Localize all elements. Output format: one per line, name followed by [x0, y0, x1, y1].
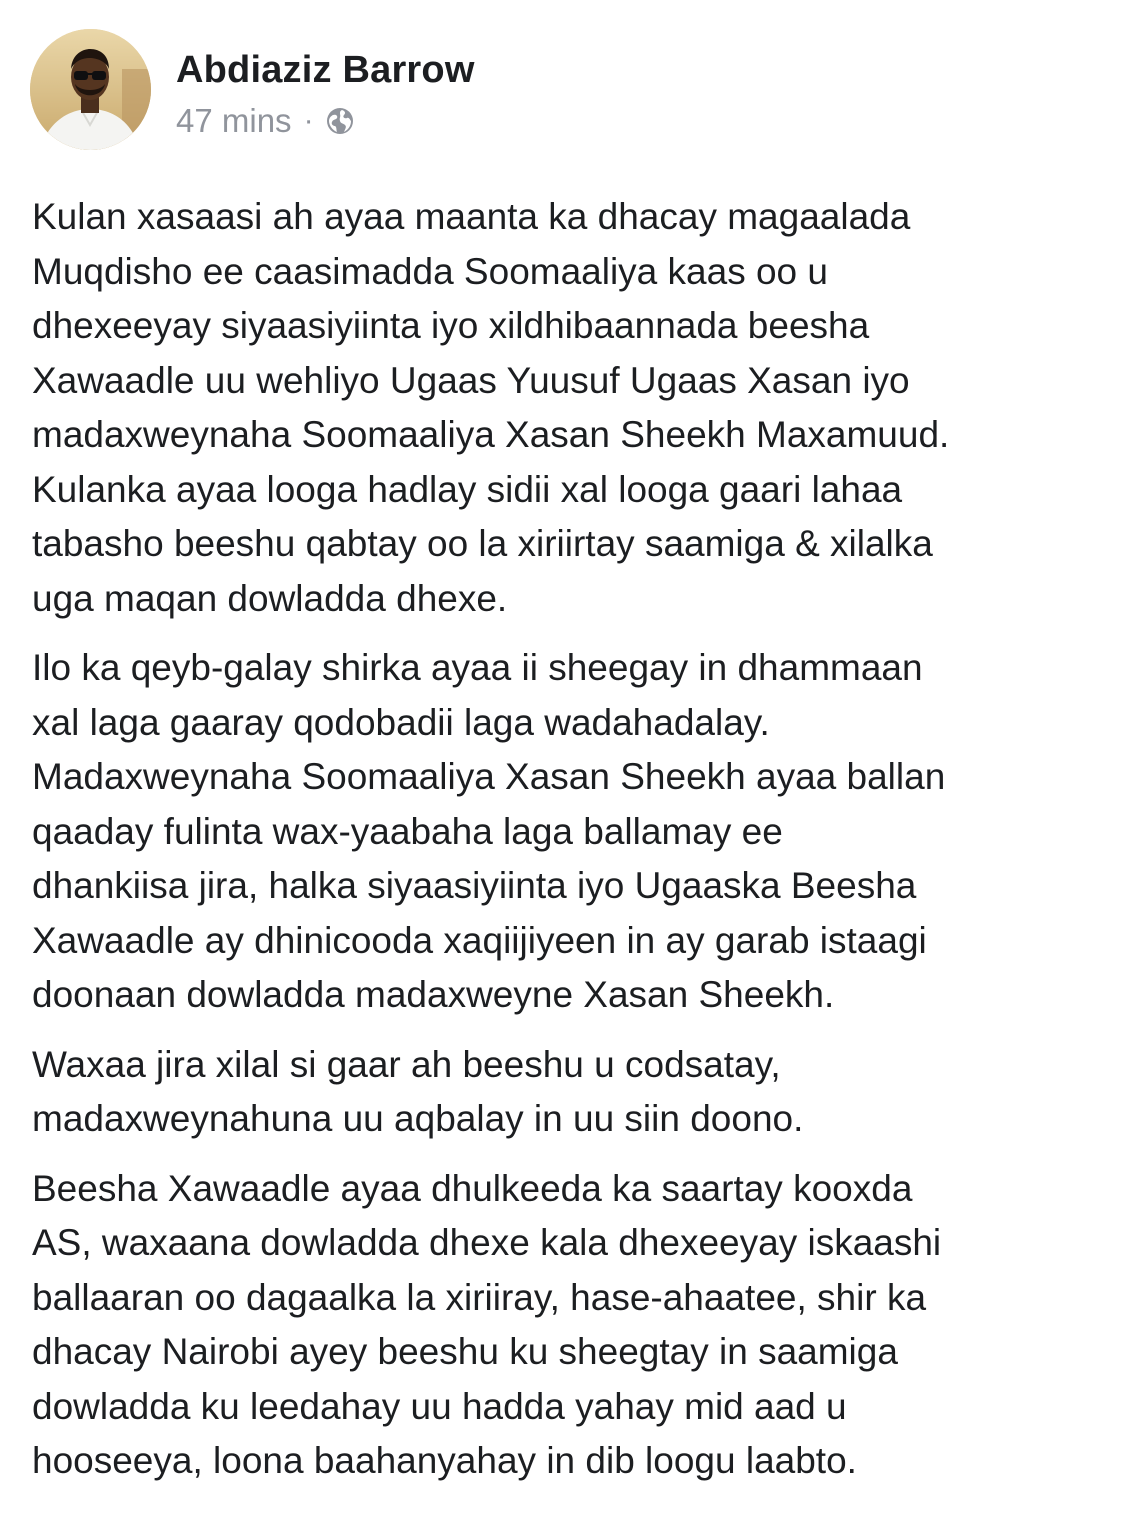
post-text-line: dhexeeyay siyaasiyiinta iyo xildhibaannada beesha: [32, 305, 870, 346]
post-meta: [176, 101, 356, 141]
post-body: [32, 190, 1102, 1504]
post-text-line: uga maqan dowladda dhexe.: [32, 577, 508, 619]
post-text-line: doonaan dowladda madaxweyne Xasan Sheekh.: [32, 974, 835, 1015]
post-text-line: dhacay Nairobi ayey beeshu ku sheegtay in saamiga: [32, 1331, 898, 1372]
post-text-line: Madaxweynaha Soomaaliya Xasan Sheekh ayaa ballan: [32, 756, 946, 797]
post-text-line: Waxaa jira xilal si gaar ah beeshu u codsatay,: [32, 1043, 781, 1085]
post-text-line: xal laga gaaray qodobadii laga wadahadalay.: [32, 701, 770, 743]
post-paragraph: [32, 1162, 1102, 1489]
post-text-line: qaaday fulinta wax-yaabaha laga ballamay ee: [32, 810, 783, 852]
meta-separator: ·: [303, 104, 314, 137]
post-text-line: AS, waxaana dowladda dhexe kala dhexeeyay iskaashi: [32, 1222, 942, 1263]
author-name[interactable]: Abdiaziz Barrow: [176, 49, 475, 91]
post-text-line: hooseeya, loona baahanyahay in dib loogu laabto.: [32, 1440, 857, 1481]
post-timestamp[interactable]: 47 mins: [176, 102, 292, 139]
post-header: [30, 29, 1090, 151]
post-paragraph: [32, 641, 1102, 1023]
post-text-line: Beesha Xawaadle ayaa dhulkeeda ka saartay kooxda: [32, 1167, 913, 1209]
post-text-line: ballaaran oo dagaalka la xiriiray, hase-ahaatee, shir ka: [32, 1276, 927, 1318]
post-text-line: Kulanka ayaa looga hadlay sidii xal looga gaari lahaa: [32, 468, 903, 510]
post-text-line: madaxweynahuna uu aqbalay in uu siin doono.: [32, 1098, 804, 1139]
post-text-line: dowladda ku leedahay uu hadda yahay mid aad u: [32, 1385, 847, 1427]
post-text-line: tabasho beeshu qabtay oo la xiriirtay saamiga & xilalka: [32, 523, 933, 564]
post-text-line: Muqdisho ee caasimadda Soomaaliya kaas oo u: [32, 250, 828, 292]
post-text-line: Xawaadle uu wehliyo Ugaas Yuusuf Ugaas Xasan iyo: [32, 359, 910, 401]
post-paragraph: [32, 190, 1102, 626]
avatar[interactable]: [30, 29, 151, 150]
avatar-photo: [30, 29, 151, 150]
post-text-line: Ilo ka qeyb-galay shirka ayaa ii sheegay in dhammaan: [32, 647, 923, 688]
post-text-line: madaxweynaha Soomaaliya Xasan Sheekh Maxamuud.: [32, 414, 950, 455]
post-text-line: Kulan xasaasi ah ayaa maanta ka dhacay magaalada: [32, 196, 911, 237]
globe-icon[interactable]: [324, 105, 356, 137]
post-text-line: dhankiisa jira, halka siyaasiyiinta iyo Ugaaska Beesha: [32, 865, 917, 906]
post-text-line: Xawaadle ay dhinicooda xaqiijiyeen in ay garab istaagi: [32, 919, 927, 961]
post-paragraph: [32, 1038, 1102, 1147]
